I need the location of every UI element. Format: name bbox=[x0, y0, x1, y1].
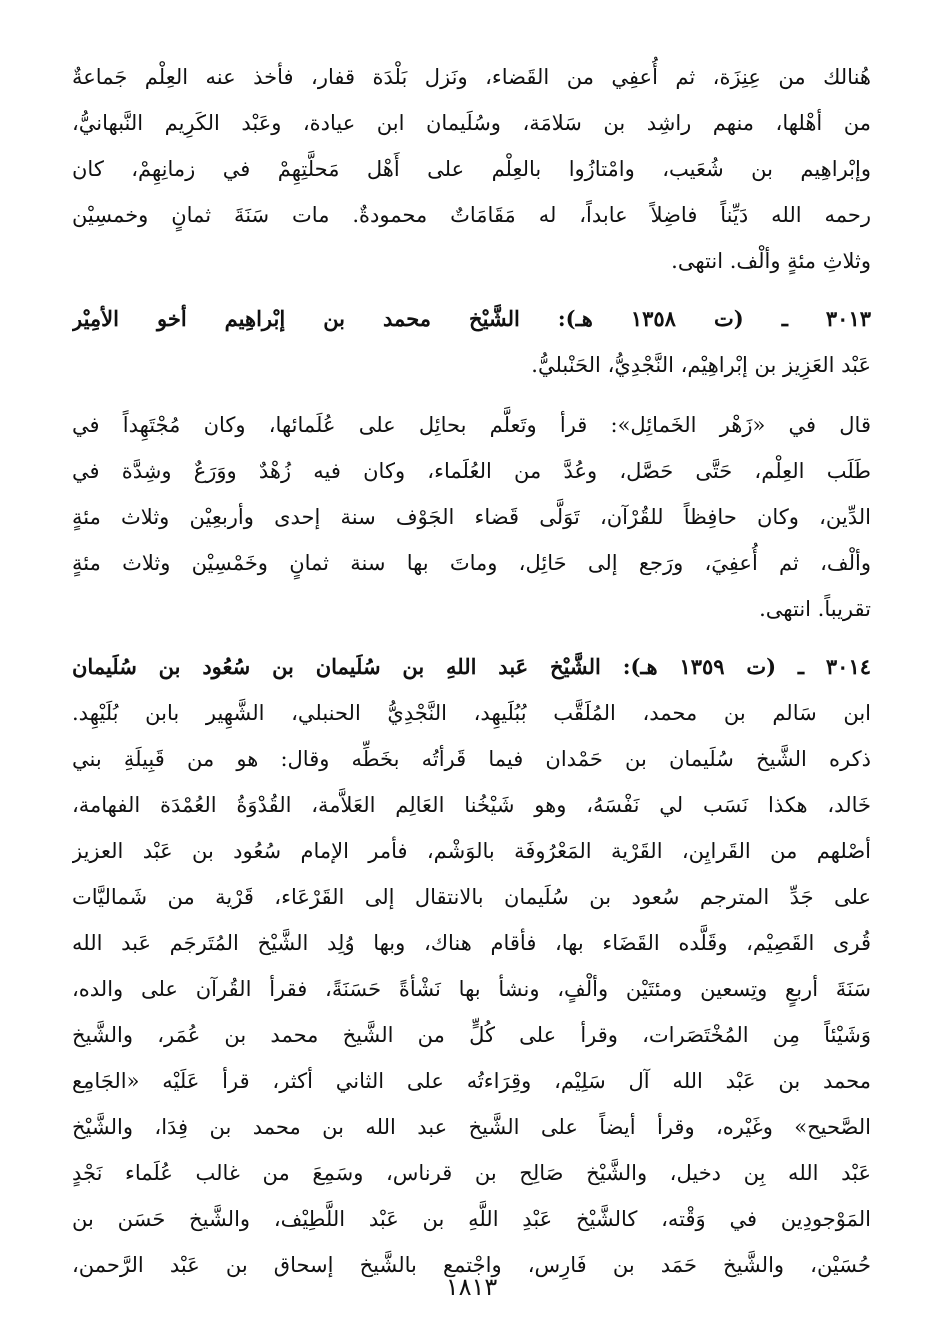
text-line: من أهْلها، منهم راشِد بن سَلامَة، وسُلَيمان ابن عيادة، وعَبْد الكَرِيم النَّبهانيُّ، bbox=[72, 111, 871, 135]
text-line: عَبْد الله بِن دخيل، والشَّيْخ صَالِح بن قرناس، وسَمِعَ من غالب عُلَماء نَجْدٍ bbox=[72, 1161, 871, 1185]
entry-title-line: ٣٠١٤ ـ (ت ١٣٥٩ هـ): الشَّيْخ عَبد اللهِ بن سُلَيمان بن سُعُود بن سُلَيمان bbox=[72, 654, 871, 679]
text-line: محمد بن عَبْد الله آل سَلِيْم، وقِرَاءتُه على الثاني أكثر، قرأ عَلَيْه «الجَامِع bbox=[72, 1069, 871, 1093]
text-line: قُرى القَصِيْم، وقَلَّده القَضَاء بها، فأقام هناك، وبها وُلِد الشَّيْخ المُتَرجَم عَبد الله bbox=[72, 931, 871, 955]
text-line: المَوْجودِين في وَقْته، كالشَّيْخ عَبْدِ اللَّهِ بن عَبْد اللَّطِيْف، والشَّيخ حَسَن بن bbox=[72, 1207, 871, 1231]
text-line: طَلَب العِلْم، حَتَّى حَصَّل، وعُدَّ من العُلَماء، وكان فيه زُهْدٌ ووَرَعٌ وشِدَّة في bbox=[72, 459, 871, 483]
entry-3013-heading bbox=[72, 296, 871, 388]
text-line: وإبْراهِيم بن شُعَيب، وامْتازُوا بالعِلْم على أَهْل مَحلَّتِهِمْ في زمانِهِمْ، كان bbox=[72, 157, 871, 181]
text-line: الصَّحيح» وغَيْره، وقرأ أيضاً على الشَّيخ عبد الله بن محمد بن فِدَا، والشَّيْخ bbox=[72, 1115, 871, 1139]
spacer bbox=[72, 632, 871, 644]
entry-title-line: ابن سَالم بن محمد، المُلَقَّب بُبُلَيهِد، النَّجْدِيُّ الحنبلي، الشَّهِير بابن بُلَيْهِد. bbox=[72, 701, 871, 725]
text-line: أصْلهم من القَرايِن، القَرْية المَعْرُوفَة بالوَشْم، فأمر الإمام سُعُود بن عَبْد العزيز bbox=[72, 839, 871, 863]
text-line: وَشَيْئاً مِن المُخْتَصَرات، وقرأ على كُلٍّ من الشَّيخ محمد بن عُمَر، والشَّيخ bbox=[72, 1023, 871, 1047]
entry-title-line: عَبْد العَزِيز بن إبْراهِيْم، النَّجْدِيُّ، الحَنْبليُّ. bbox=[531, 353, 871, 377]
text-line: تقريباً. انتهى. bbox=[759, 597, 871, 621]
continuation-paragraph bbox=[72, 54, 871, 284]
text-line: هُنالك من عِنِزَة، ثم أُعفِي من القَضاء، ونَزل بَلْدَة قفار، فأخذ عنه العِلْم جَماعةٌ bbox=[72, 65, 871, 89]
entry-3014-heading bbox=[72, 644, 871, 736]
text-line: على جَدِّ المترجم سُعود بن سُلَيمان بالانتقال إلى القَرْعَاء، قَرْية من شَماليَّات bbox=[72, 885, 871, 909]
text-line: رحمه الله دَيِّناً فاضِلاً عابداً، له مَقَامَاتٌ محمودةٌ. مات سَنَةَ ثمانٍ وخمسِيْن bbox=[72, 203, 871, 227]
text-line: سَنَةَ أربعٍ وتِسعين ومئتَيْن وألْفٍ، ونشأ بها نَشْأةً حَسَنَةً، فقرأ القُرآن على والده، bbox=[72, 977, 871, 1001]
entry-3014-body bbox=[72, 736, 871, 1288]
spacer bbox=[72, 388, 871, 402]
text-line: ذكره الشَّيخ سُلَيمان بن حَمْدان فيما قَرأتُه بخَطِّه وقال: هو من قَبِيلَةِ بني bbox=[72, 747, 871, 771]
entry-3013-body bbox=[72, 402, 871, 632]
spacer bbox=[72, 284, 871, 296]
text-line: حُسَيْن، والشَّيخ حَمَد بن فَارِس، واجْتمع بالشَّيخ إسحاق بن عَبْد الرَّحمن، bbox=[72, 1253, 871, 1277]
text-line: خَالد، هكذا نَسَب لي نَفْسَهُ، وهو شَيْخُنا العَالِم العَلاَّمة، القُدْوَةُ العُمْدَة الفهامة، bbox=[72, 793, 871, 817]
text-line: وثلاثِ مئةٍ وألْف. انتهى. bbox=[671, 249, 871, 273]
text-line: الدِّين، وكان حافِظاً للقُرْآن، تَوَلَّى قَضاء الجَوْف سنة إحدى وأربعِيْن وثلاث مئةٍ bbox=[72, 505, 871, 529]
text-line: وألْف، ثم أُعفِيَ، ورَجع إلى حَائِل، وماتَ بها سنة ثمانٍ وخَمْسِيْن وثلاث مئةٍ bbox=[72, 551, 871, 575]
text-line: قال في «زَهْر الخَمائِل»: قرأ وتَعلَّم بحائِل على عُلَمائها، وكان مُجْتَهِداً في bbox=[72, 413, 871, 437]
entry-title-line: ٣٠١٣ ـ (ت ١٣٥٨ هـ): الشَّيْخ محمد بن إبْراهِيم أخو الأمِيْر bbox=[72, 306, 871, 331]
page-number: ١٨١٣ bbox=[445, 1273, 498, 1301]
